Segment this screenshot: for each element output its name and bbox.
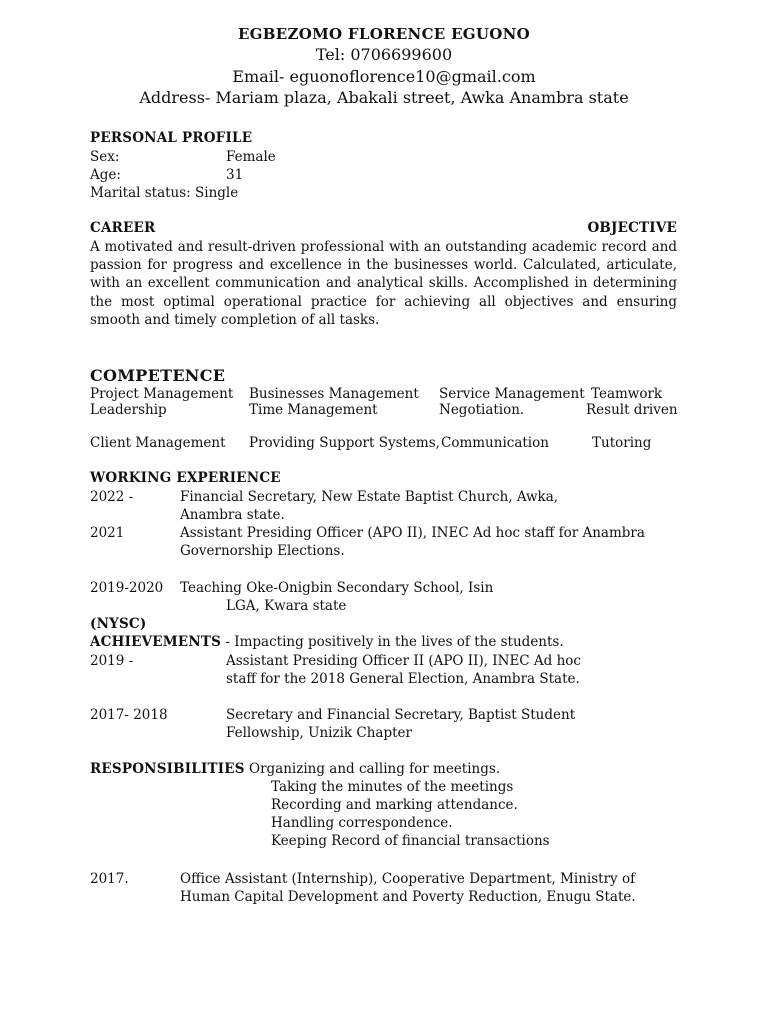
experience-line: Human Capital Development and Poverty Reduction, Enugu State. xyxy=(180,889,636,905)
phone-line: Tel: 0706699600 xyxy=(315,45,453,64)
sex-label: Sex: xyxy=(90,149,120,165)
objective-heading-left: CAREER xyxy=(90,220,156,236)
responsibilities-label: RESPONSIBILITIES xyxy=(90,761,245,777)
achievements-line xyxy=(90,634,564,650)
profile-heading: PERSONAL PROFILE xyxy=(90,130,253,146)
address-line: Address- Mariam plaza, Abakali street, Awka Anambra state xyxy=(139,88,629,107)
age-value: 31 xyxy=(226,167,244,183)
responsibility-item: Keeping Record of financial transactions xyxy=(271,833,550,849)
sex-value: Female xyxy=(226,149,276,165)
email-line: Email- eguonoflorence10@gmail.com xyxy=(232,67,536,86)
experience-line: Anambra state. xyxy=(180,507,285,523)
responsibility-item: Recording and marking attendance. xyxy=(271,797,518,813)
responsibility-item: Taking the minutes of the meetings xyxy=(271,779,514,795)
age-label: Age: xyxy=(90,167,121,183)
experience-line: staff for the 2018 General Election, Anambra State. xyxy=(226,671,580,687)
responsibility-item: Organizing and calling for meetings. xyxy=(244,761,501,777)
experience-year: 2019-2020 xyxy=(90,580,164,596)
competence-item: Businesses Management xyxy=(249,386,419,402)
achievements-text: - Impacting positively in the lives of the students. xyxy=(221,634,564,650)
experience-year: 2021 xyxy=(90,525,125,541)
competence-item: Tutoring xyxy=(592,435,652,451)
competence-item: Teamwork xyxy=(591,386,663,402)
competence-item: Result driven xyxy=(586,402,678,418)
experience-year: 2019 - xyxy=(90,653,134,669)
objective-text: A motivated and result-driven professional with an outstanding academic record and passion for progress and excellence in the businesses world. Calculated, articulate, with an excellent communication and analytical skills. Accomplished in determining the most optimal operational practice for achieving all objectives and ensuring smooth and timely completion of all tasks. xyxy=(90,239,677,328)
experience-line: LGA, Kwara state xyxy=(226,598,347,614)
competence-item: Negotiation. xyxy=(439,402,525,418)
experience-heading: WORKING EXPERIENCE xyxy=(90,470,281,486)
competence-item: Time Management xyxy=(249,402,378,418)
experience-year: 2017- 2018 xyxy=(90,707,168,723)
marital-status: Marital status: Single xyxy=(90,185,239,201)
nysc-label: (NYSC) xyxy=(90,616,147,632)
experience-line: Governorship Elections. xyxy=(180,543,345,559)
competence-item: Service Management xyxy=(439,386,585,402)
experience-line: Fellowship, Unizik Chapter xyxy=(226,725,412,741)
experience-line: Teaching Oke-Onigbin Secondary School, Isin xyxy=(180,580,494,596)
objective-heading-right: OBJECTIVE xyxy=(587,220,677,236)
competence-item: Leadership xyxy=(90,402,167,418)
experience-line: Assistant Presiding Officer II (APO II), INEC Ad hoc xyxy=(226,653,581,669)
experience-line: Financial Secretary, New Estate Baptist Church, Awka, xyxy=(180,489,559,505)
experience-line: Office Assistant (Internship), Cooperative Department, Ministry of xyxy=(180,871,636,887)
achievements-label: ACHIEVEMENTS xyxy=(90,634,222,650)
competence-item: Client Management xyxy=(90,435,226,451)
competence-item: Project Management xyxy=(90,386,234,402)
competence-item: Communication xyxy=(441,435,549,451)
competence-item: Providing Support Systems, xyxy=(249,435,440,451)
experience-year: 2017. xyxy=(90,871,129,887)
responsibility-item: Handling correspondence. xyxy=(271,815,453,831)
competence-heading: COMPETENCE xyxy=(90,366,226,385)
experience-line: Secretary and Financial Secretary, Baptist Student xyxy=(226,707,576,723)
applicant-name: EGBEZOMO FLORENCE EGUONO xyxy=(237,25,531,43)
experience-year: 2022 - xyxy=(90,489,134,505)
responsibilities-line xyxy=(90,761,500,777)
experience-line: Assistant Presiding Officer (APO II), INEC Ad hoc staff for Anambra xyxy=(180,525,645,541)
